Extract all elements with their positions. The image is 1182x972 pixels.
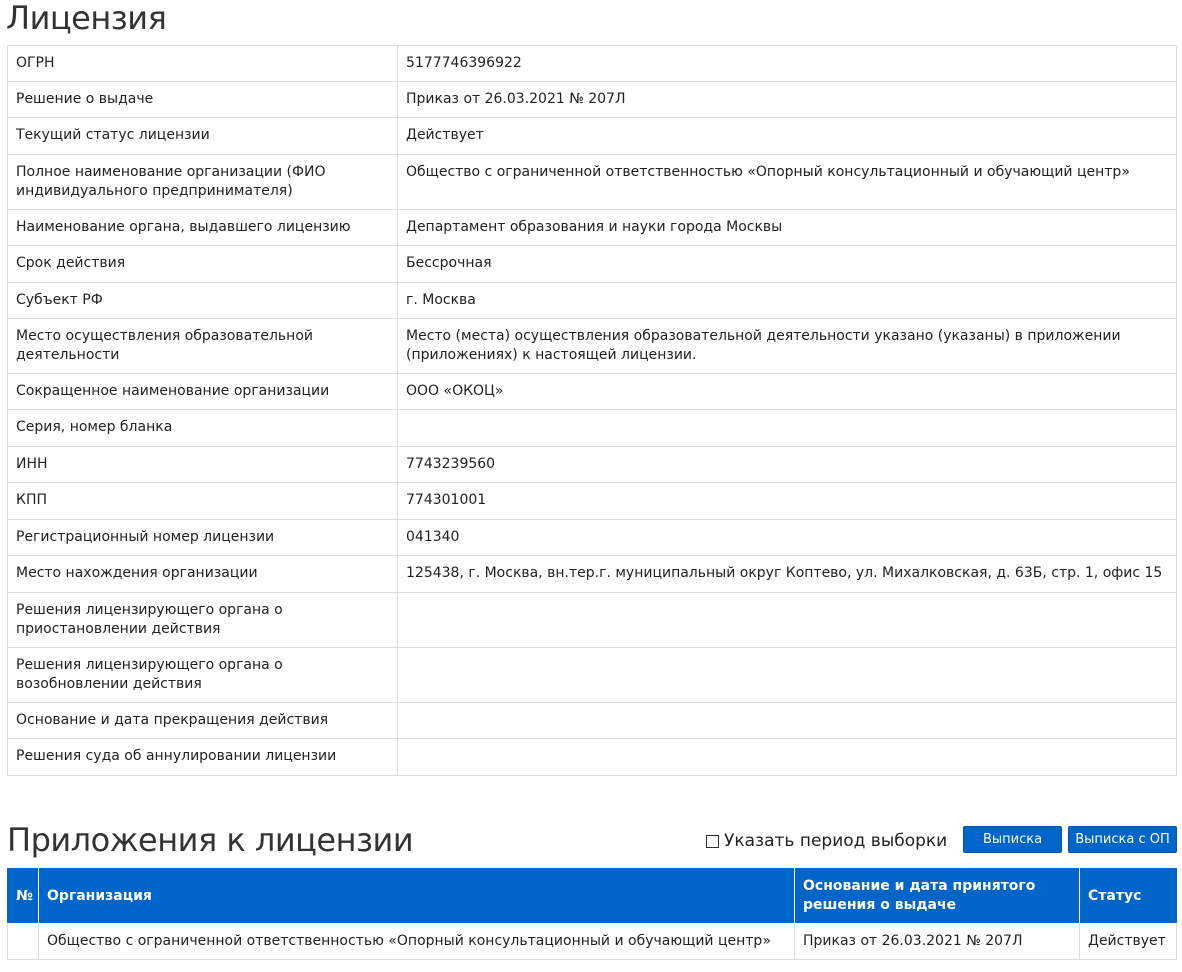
row-value	[398, 648, 1177, 703]
column-header-status[interactable]: Статус	[1080, 869, 1177, 924]
appendices-title: Приложения к лицензии	[7, 821, 414, 859]
row-value	[398, 593, 1177, 648]
license-details-table	[7, 45, 1177, 776]
row-num	[8, 924, 39, 960]
period-checkbox[interactable]	[706, 835, 719, 848]
row-status: Действует	[1080, 924, 1177, 960]
row-value: ООО «ОКОЦ»	[398, 374, 1177, 410]
row-label: Серия, номер бланка	[8, 410, 398, 447]
row-value: Бессрочная	[398, 246, 1177, 283]
row-value: 7743239560	[398, 447, 1177, 483]
row-label: Наименование органа, выдавшего лицензию	[8, 210, 398, 246]
row-label: Место осуществления образовательной деятельности	[8, 319, 398, 374]
license-row-validity	[8, 246, 1177, 283]
row-label: Решения суда об аннулировании лицензии	[8, 739, 398, 776]
row-organization: Общество с ограниченной ответственностью «Опорный консультационный и обучающий центр»	[39, 924, 795, 960]
license-row-annulment	[8, 739, 1177, 776]
license-row-blank-number	[8, 410, 1177, 447]
row-value: 125438, г. Москва, вн.тер.г. муниципальный округ Коптево, ул. Михалковская, д. 63Б, стр. 1, офис 15	[398, 556, 1177, 593]
row-value	[398, 410, 1177, 447]
license-row-address	[8, 556, 1177, 593]
row-label: Текущий статус лицензии	[8, 118, 398, 155]
row-basis: Приказ от 26.03.2021 № 207Л	[795, 924, 1080, 960]
license-row-decision	[8, 82, 1177, 118]
license-row-full-name	[8, 155, 1177, 210]
row-value	[398, 703, 1177, 739]
license-row-reg-number	[8, 520, 1177, 556]
row-value: 774301001	[398, 483, 1177, 520]
license-row-resumption	[8, 648, 1177, 703]
row-value: г. Москва	[398, 283, 1177, 319]
row-label: Субъект РФ	[8, 283, 398, 319]
extract-op-button[interactable]: Выписка с ОП	[1068, 826, 1177, 853]
extract-button[interactable]: Выписка	[963, 826, 1062, 853]
license-row-kpp	[8, 483, 1177, 520]
row-label: Решение о выдаче	[8, 82, 398, 118]
license-row-ogrn	[8, 46, 1177, 82]
table-row[interactable]	[8, 924, 1177, 960]
row-value	[398, 739, 1177, 776]
row-label: Место нахождения организации	[8, 556, 398, 593]
license-row-short-name	[8, 374, 1177, 410]
license-row-suspension	[8, 593, 1177, 648]
period-checkbox-toggle[interactable]	[706, 830, 947, 852]
license-row-termination	[8, 703, 1177, 739]
row-value: 5177746396922	[398, 46, 1177, 82]
row-label: Решения лицензирующего органа о возобновлении действия	[8, 648, 398, 703]
appendices-table	[7, 868, 1177, 960]
row-label: ОГРН	[8, 46, 398, 82]
row-label: КПП	[8, 483, 398, 520]
row-value: Приказ от 26.03.2021 № 207Л	[398, 82, 1177, 118]
row-value: Департамент образования и науки города Москвы	[398, 210, 1177, 246]
row-label: Срок действия	[8, 246, 398, 283]
row-label: Регистрационный номер лицензии	[8, 520, 398, 556]
row-value: Действует	[398, 118, 1177, 155]
row-value: Место (места) осуществления образовательной деятельности указано (указаны) в приложении (приложениях) к настоящей лицензии.	[398, 319, 1177, 374]
row-value: 041340	[398, 520, 1177, 556]
row-label: Основание и дата прекращения действия	[8, 703, 398, 739]
column-header-organization[interactable]: Организация	[39, 869, 795, 924]
appendices-header-row	[8, 869, 1177, 924]
row-label: Полное наименование организации (ФИО индивидуального предпринимателя)	[8, 155, 398, 210]
row-label: Решения лицензирующего органа о приостановлении действия	[8, 593, 398, 648]
page-title: Лицензия	[6, 0, 167, 37]
row-label: Сокращенное наименование организации	[8, 374, 398, 410]
license-row-issuer	[8, 210, 1177, 246]
period-checkbox-label[interactable]: Указать период выборки	[724, 831, 948, 851]
row-value: Общество с ограниченной ответственностью «Опорный консультационный и обучающий центр»	[398, 155, 1177, 210]
column-header-num[interactable]: №	[8, 869, 39, 924]
license-row-status	[8, 118, 1177, 155]
license-row-inn	[8, 447, 1177, 483]
license-row-activity-place	[8, 319, 1177, 374]
license-row-region	[8, 283, 1177, 319]
row-label: ИНН	[8, 447, 398, 483]
column-header-basis[interactable]: Основание и дата принятого решения о выдаче	[795, 869, 1080, 924]
